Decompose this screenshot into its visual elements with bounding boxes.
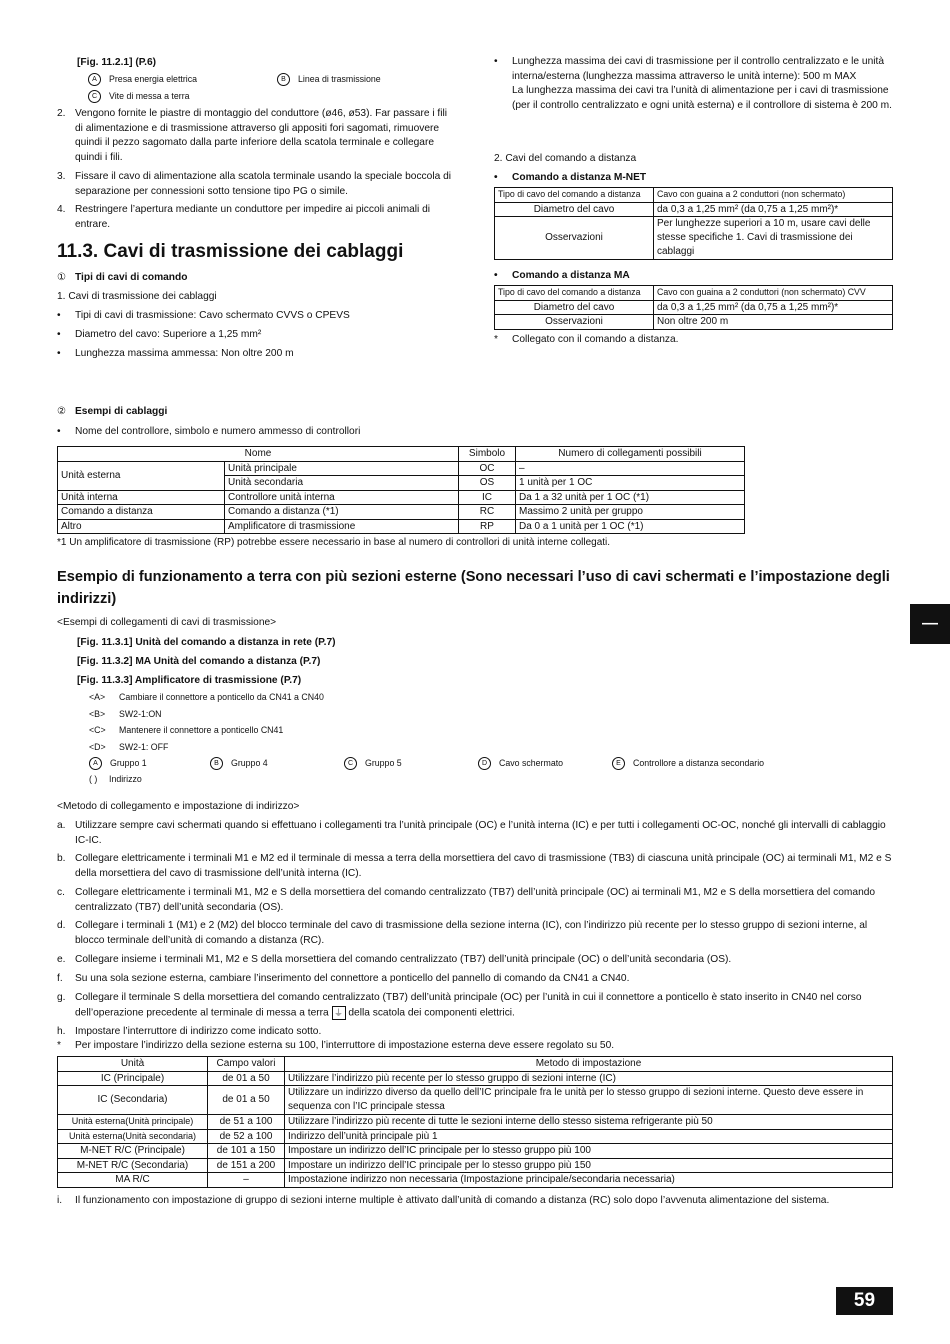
subsection-title: ① Tipi di cavi di comando: [57, 272, 188, 283]
mnet-cable-table: [494, 187, 893, 260]
legend-item: A Gruppo 1: [89, 757, 147, 770]
fig-ref: [Fig. 11.3.2] MA Unità del comando a distanza (P.7): [77, 656, 321, 667]
step: i. Il funzionamento con impostazione di gruppo di sezioni interne multiple è attivato dall’unità di comando a distanza (RC) solo dopo l’avvenuta alimentazione del sistema.: [57, 1195, 830, 1206]
table-cell: da 0,3 a 1,25 mm² (da 0,75 a 1,25 mm²)*: [654, 202, 893, 217]
section-heading: Esempio di funzionamento a terra con più sezioni esterne (Sono necessari l’uso di cavi schermati e l’impostazione degli indirizzi): [57, 569, 890, 607]
table-row: Unità interna Controllore unità interna IC Da 1 a 32 unità per 1 OC (*1): [58, 490, 745, 505]
legend-item: B Gruppo 4: [210, 757, 268, 770]
side-tab: —: [910, 604, 950, 644]
step: h. Impostare l’interruttore di indirizzo come indicato sotto.: [57, 1026, 322, 1037]
table-cell: Non oltre 200 m: [654, 315, 893, 330]
table-row: Unità secondaria OS 1 unità per 1 OC: [58, 476, 745, 491]
step: d. Collegare i terminali 1 (M1) e 2 (M2) del blocco terminale del cavo di trasmissione della sezione interna (IC), con l’indirizzo più recente per lo stesso gruppo di sezioni interne, al blocco terminale dell’unità di comando a distanza (RC).: [57, 920, 868, 946]
address-table: [57, 1056, 893, 1188]
code-item: <D> SW2-1: OFF: [89, 742, 169, 752]
step: f. Su una sola sezione esterna, cambiare l’inserimento del connettore a ponticello del pannello di comando da CN41 a CN40.: [57, 973, 630, 984]
legend-item: B Linea di trasmissione: [277, 73, 381, 86]
table-cell: Osservazioni: [495, 315, 654, 330]
fig-ref: [Fig. 11.3.1] Unità del comando a distanza in rete (P.7): [77, 637, 336, 648]
table-header: Unità: [58, 1057, 208, 1072]
table-row: IC (Secondaria) de 01 a 50 Utilizzare un indirizzo diverso da quello dell’IC principale fra le unità per lo stesso gruppo di sezioni interne. Questo deve essere in sequenza con l’IC principale stessa: [58, 1086, 893, 1115]
legend-item: C Gruppo 5: [344, 757, 402, 770]
table-row: Unità esterna(Unità principale) de 51 a 100 Utilizzare l’indirizzo più recente di tutte le sezioni interne dello stesso sistema refrigerante più 50: [58, 1115, 893, 1130]
step: g. Collegare il terminale S della morsettiera del comando centralizzato (TB7) dell’unità principale (OC) per l’unità in cui il connettore a ponticello è stato inserito in CN40 nel corso dell’operazione precedente al terminale di messa a terra ⏚ della scatola dei componenti elettrici.: [57, 992, 862, 1019]
table-cell: Per lunghezze superiori a 10 m, usare cavi delle stesse specifiche 1. Cavi di trasmissione dei cablaggi: [654, 217, 893, 260]
table-note: *1 Un amplificatore di trasmissione (RP) potrebbe essere necessario in base al numero di controllori di unità interne collegati.: [57, 537, 611, 548]
bullet-item: • Lunghezza massima dei cavi di trasmissione per il controllo centralizzato e le unità interna/esterna (lunghezza massima attraverso le unità interne): 500 m MAX La lunghezza massima dei cavi tra l’unità di alimentazione per i cavi di trasmissione (per il controllo centralizzato e ogni unità esterna) e il controllore di sistema è 200 m.: [494, 56, 892, 111]
circled-letter-icon: C: [344, 757, 357, 770]
table-row: M-NET R/C (Secondaria) de 151 a 200 Impostare un indirizzo dell’IC principale per lo stesso gruppo più 150: [58, 1158, 893, 1173]
legend-item: C Vite di messa a terra: [88, 90, 190, 103]
footnote: * Collegato con il comando a distanza.: [494, 334, 679, 345]
ma-cable-table: [494, 285, 893, 330]
step: c. Collegare elettricamente i terminali M1, M2 e S della morsettiera del comando centralizzato (TB7) dell’unità principale (OC) ai terminali M1, M2 e S della morsettiera del comando centralizzato (TB7) dell’unità secondaria (OS).: [57, 887, 876, 913]
section-title: 11.3. Cavi di trasmissione dei cablaggi: [57, 241, 404, 262]
controllers-table: [57, 446, 745, 534]
step: 4. Restringere l’apertura mediante un conduttore per impedire ai piccoli animali di entrare.: [57, 204, 431, 230]
table-row: M-NET R/C (Principale) de 101 a 150 Impostare un indirizzo dell’IC principale per lo stesso gruppo più 100: [58, 1144, 893, 1159]
list-item: 2. Cavi del comando a distanza: [494, 153, 637, 164]
table-cell: Osservazioni: [495, 217, 654, 260]
legend-item: A Presa energia elettrica: [88, 73, 197, 86]
legend-item: E Controllore a distanza secondario: [612, 757, 764, 770]
circled-letter-icon: D: [478, 757, 491, 770]
code-item: <A> Cambiare il connettore a ponticello da CN41 a CN40: [89, 692, 324, 702]
list-item: 1. Cavi di trasmissione dei cablaggi: [57, 291, 217, 302]
circled-letter-icon: A: [88, 73, 101, 86]
step: b. Collegare elettricamente i terminali M1 e M2 ed il terminale di messa a terra della morsettiera del cavo di trasmissione (TB3) di ciascuna unità principale (OC) ai terminali M1, M2 e S della morsettiera del cavo di trasmissione dell’unità interna (IC).: [57, 853, 892, 879]
bullet-item: • Nome del controllore, simbolo e numero ammesso di controllori: [57, 426, 361, 437]
table-cell: Diametro del cavo: [495, 202, 654, 217]
table-row: MA R/C – Impostazione indirizzo non necessaria (Impostazione principale/secondaria necessaria): [58, 1173, 893, 1188]
table-row: Unità esterna Unità principale OC –: [58, 461, 745, 476]
circled-letter-icon: C: [88, 90, 101, 103]
table-cell: Cavo con guaina a 2 conduttori (non schermato): [654, 188, 893, 203]
step: a. Utilizzare sempre cavi schermati quando si effettuano i collegamenti tra l’unità principale (OC) e l’unità interna (IC) e per tutti i collegamenti OC-OC, nonché gli intervalli di cablaggio IC-IC.: [57, 820, 886, 846]
table-cell: Cavo con guaina a 2 conduttori (non schermato) CVV: [654, 286, 893, 301]
table-title: • Comando a distanza M-NET: [494, 172, 647, 183]
bullet-item: • Tipi di cavi di trasmissione: Cavo schermato CVVS o CPEVS: [57, 310, 350, 321]
circled-letter-icon: B: [277, 73, 290, 86]
circled-letter-icon: E: [612, 757, 625, 770]
table-cell: Tipo di cavo del comando a distanza: [495, 286, 654, 301]
table-row: Altro Amplificatore di trasmissione RP Da 0 a 1 unità per 1 OC (*1): [58, 519, 745, 534]
legend-item: D Cavo schermato: [478, 757, 563, 770]
step: 2. Vengono fornite le piastre di montaggio del conduttore (ø46, ø53). Far passare i fili di alimentazione e di trasmissione attraverso gli appositi fori sagomati, rimuovere quindi il pezzo sagomato dalla parte inferiore della scatola terminale e collegare quindi i fili.: [57, 108, 448, 163]
table-header: Campo valori: [208, 1057, 285, 1072]
ground-icon: ⏚: [332, 1006, 346, 1020]
table-header: Numero di collegamenti possibili: [516, 447, 745, 462]
circled-letter-icon: B: [210, 757, 223, 770]
legend-item: ( ) Indirizzo: [89, 774, 142, 784]
table-cell: da 0,3 a 1,25 mm² (da 0,75 a 1,25 mm²)*: [654, 300, 893, 315]
table-cell: Diametro del cavo: [495, 300, 654, 315]
code-item: <C> Mantenere il connettore a ponticello CN41: [89, 725, 284, 735]
page-number: 59: [836, 1287, 893, 1315]
subsection-title: ② Esempi di cablaggi: [57, 406, 168, 417]
intro-text: <Esempi di collegamenti di cavi di trasmissione>: [57, 617, 277, 628]
step: e. Collegare insieme i terminali M1, M2 e S della morsettiera del comando centralizzato (TB7) dell’unità principale (OC) o dell’unità secondaria (OS).: [57, 954, 732, 965]
table-header: Nome: [58, 447, 459, 462]
table-header: Simbolo: [459, 447, 516, 462]
method-title: <Metodo di collegamento e impostazione di indirizzo>: [57, 801, 300, 812]
table-title: • Comando a distanza MA: [494, 270, 630, 281]
code-item: <B> SW2-1:ON: [89, 709, 162, 719]
fig-ref: [Fig. 11.2.1] (P.6): [77, 57, 157, 68]
star-note: * Per impostare l’indirizzo della sezione esterna su 100, l’interruttore di impostazione esterna deve essere regolato su 50.: [57, 1040, 615, 1051]
table-row: IC (Principale) de 01 a 50 Utilizzare l’indirizzo più recente per lo stesso gruppo di sezioni interne (IC): [58, 1071, 893, 1086]
fig-ref: [Fig. 11.3.3] Amplificatore di trasmissione (P.7): [77, 675, 302, 686]
table-row: Comando a distanza Comando a distanza (*1) RC Massimo 2 unità per gruppo: [58, 505, 745, 520]
table-header: Metodo di impostazione: [285, 1057, 893, 1072]
table-row: Unità esterna(Unità secondaria) de 52 a 100 Indirizzo dell’unità principale più 1: [58, 1129, 893, 1144]
table-cell: Tipo di cavo del comando a distanza: [495, 188, 654, 203]
circled-letter-icon: A: [89, 757, 102, 770]
step: 3. Fissare il cavo di alimentazione alla scatola terminale usando la speciale boccola di separazione per connessioni sotto tensione tipo PG o simile.: [57, 171, 452, 197]
bullet-item: • Diametro del cavo: Superiore a 1,25 mm²: [57, 329, 262, 340]
bullet-item: • Lunghezza massima ammessa: Non oltre 200 m: [57, 348, 294, 359]
